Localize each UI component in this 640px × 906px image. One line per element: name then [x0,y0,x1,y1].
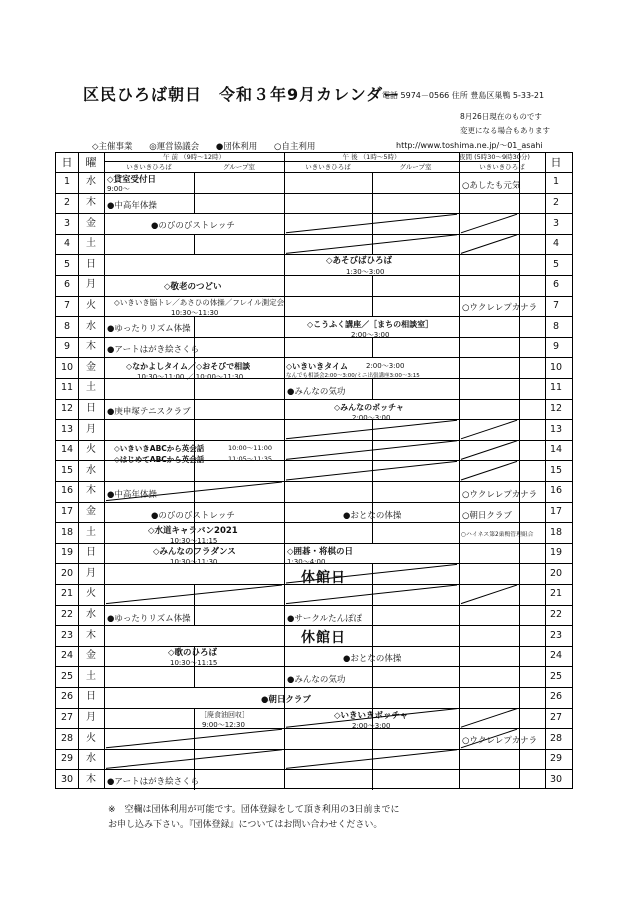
event-time: 2:00～3:00 [352,722,391,730]
event: ◇水道キャラバン2021 [148,526,238,536]
event: ◇みんなのボッチャ [334,403,404,412]
event: ◇いきいきABCから英会話 [114,444,205,453]
day-number-right: 17 [549,505,563,517]
weekday: 火 [86,444,96,456]
unavailable-slash [461,709,517,728]
weekday: 火 [86,588,96,600]
date-note: 8月26日現在のものです [460,112,542,121]
weekday: 土 [86,238,96,250]
day-number-right: 9 [552,341,560,353]
legend-group: ●団体利用 [215,142,258,152]
weekday: 月 [86,423,96,435]
day-number: 18 [60,526,74,538]
header-pm-room2: グループ室 [399,163,432,171]
day-number: 29 [60,753,74,765]
event: ●中高年体操 [107,490,157,500]
event-time: 9:00～ [107,185,130,193]
unavailable-slash [461,441,517,460]
event-time: 2:00～3:00 [351,331,390,339]
day-number-right: 13 [549,423,563,435]
day-number-right: 11 [549,382,563,394]
header-night-room1: いきいきひろば [479,163,525,171]
weekday: 火 [86,732,96,744]
unavailable-slash [461,214,517,233]
day-number: 23 [60,629,74,641]
day-number-right: 29 [549,753,563,765]
weekday: 日 [86,547,96,559]
event: ●ゆったりリズム体操 [107,614,191,624]
day-number-right: 16 [549,485,563,497]
event-time: 1:30～4:00 [287,558,326,566]
day-number: 22 [60,608,74,620]
event: ◇こうふく講座／［まちの相談室］ [307,320,434,329]
day-number-right: 20 [549,567,563,579]
day-number: 8 [63,320,71,332]
event: ●のびのびストレッチ [151,511,235,521]
unavailable-slash [286,420,457,439]
unavailable-slash [106,750,282,769]
weekday: 月 [86,279,96,291]
legend-sponsored: ◇主催事業 [92,142,133,152]
header-am-room1: いきいきひろば [126,163,172,171]
weekday: 水 [86,176,96,188]
legend-self: ○自主利用 [274,142,316,152]
weekday: 水 [86,608,96,620]
weekday: 金 [86,650,96,662]
event: ●サークルたんぽぽ [287,614,363,624]
event-time: 9:00～12:30 [202,721,245,729]
day-number: 3 [63,217,71,229]
event-night: ○ウクレレプカナラ [462,303,538,313]
day-number-right: 1 [552,176,560,188]
day-number: 14 [60,444,74,456]
event: ◇歌のひろば [168,648,218,658]
event: ◇敬老のつどい [164,282,222,292]
event: ◇はじめてABCから英会話 [114,455,205,464]
day-number: 1 [63,176,71,188]
unavailable-slot-marks [56,153,574,790]
closed-day-label: 休館日 [301,630,346,646]
event: ●おとなの体操 [343,511,402,521]
event: ●アートはがき絵さくら [107,777,200,787]
day-number: 30 [60,773,74,785]
unavailable-slash [286,461,457,480]
event-time: 11:05～11:35 [228,455,272,463]
weekday: 日 [86,691,96,703]
footer-line-2: お申し込み下さい。『団体登録』についてはお問い合わせください。 [108,820,383,830]
day-number: 2 [63,196,71,208]
unavailable-slash [286,235,457,254]
day-number: 10 [60,361,74,373]
event: ◇貸室受付日 [107,175,157,185]
change-note: 変更になる場合もあります [460,126,550,135]
day-number-right: 12 [549,402,563,414]
event: ●おとなの体操 [343,654,402,664]
event: ◇みんなのフラダンス [153,547,236,557]
event-night: ○ウクレレプカナラ [462,736,538,746]
website-url: http://www.toshima.ne.jp/～01_asahi [396,141,543,150]
event: ●庚申塚テニスクラブ [107,407,191,417]
day-number: 15 [60,464,74,476]
event: ●みんなの気功 [287,675,346,685]
day-number-right: 14 [549,444,563,456]
day-number: 11 [60,382,74,394]
footer-note [108,803,400,833]
event-night: ○あしたも元気 [462,181,521,191]
weekday: 木 [86,341,96,353]
page-title: 区民ひろば朝日 令和３年9月カレンダー [83,85,401,104]
unavailable-slash [461,235,517,254]
event: ●のびのびストレッチ [151,221,235,231]
unavailable-slash [286,214,457,233]
day-number: 16 [60,485,74,497]
day-number: 6 [63,279,71,291]
contact-info: 電話 5974－0566 住所 豊島区巣鴨 5-33-21 [382,91,545,100]
weekday: 日 [86,258,96,270]
event: ◇あそびばひろば [326,256,393,266]
weekday: 月 [86,567,96,579]
day-number-right: 22 [549,608,563,620]
day-number: 20 [60,567,74,579]
day-number: 21 [60,588,74,600]
event: ［廃食油回収］ [200,711,249,719]
day-number: 9 [63,341,71,353]
event-note: なんでも相談会2:00～3:00/ミニ出張講座3:00～3:15 [286,373,420,379]
day-number-right: 2 [552,196,560,208]
header-night: 夜間 (5時30～9時30分) [459,153,530,161]
weekday: 日 [86,402,96,414]
header-pm: 午 後 （1時～5時） [342,153,401,161]
unavailable-slash [286,750,457,769]
day-number: 4 [63,238,71,250]
legend-council: ◎運営協議会 [149,142,200,152]
event: ◇いきいきタイム [286,362,348,371]
weekday: 金 [86,217,96,229]
weekday: 木 [86,196,96,208]
weekday: 木 [86,485,96,497]
event: ◇いきいき脳トレ／あさひの体操／フレイル測定会 [114,298,285,307]
day-number-right: 7 [552,299,560,311]
weekday: 土 [86,670,96,682]
unavailable-slash [286,441,457,460]
event: ●ゆったりリズム体操 [107,324,191,334]
event: ●アートはがき絵さくら [107,345,200,355]
weekday: 水 [86,320,96,332]
header-day-right: 日 [550,156,562,169]
day-number: 19 [60,547,74,559]
event: ◇なかよしタイム／◇おそびで相談 [126,362,251,371]
header-pm-room1: いきいきひろば [305,163,351,171]
weekday: 金 [86,361,96,373]
day-number-right: 24 [549,650,563,662]
day-number-right: 18 [549,526,563,538]
day-number-right: 25 [549,670,563,682]
weekday: 月 [86,711,96,723]
event: ●中高年体操 [107,201,157,211]
day-number-right: 8 [552,320,560,332]
event-time: 10:00～11:00 [228,444,272,452]
header-am-room2: グループ室 [223,163,255,171]
weekday: 木 [86,773,96,785]
weekday: 木 [86,629,96,641]
day-number-right: 19 [549,547,563,559]
event-time: 1:30～3:00 [346,268,385,276]
day-number-right: 4 [552,238,560,250]
unavailable-slash [106,585,282,604]
weekday: 火 [86,299,96,311]
day-number-right: 23 [549,629,563,641]
weekday: 水 [86,464,96,476]
header-day: 日 [61,156,73,169]
day-number: 24 [60,650,74,662]
event-time: 10:30～11:30 [171,309,219,317]
day-number: 17 [60,505,74,517]
event-time: 10:30～11:15 [170,659,218,667]
event-time: 2:00～3:00 [366,362,405,370]
legend [92,140,329,152]
day-number: 28 [60,732,74,744]
day-number: 27 [60,711,74,723]
event: ◇囲碁・将棋の日 [287,547,354,557]
event: ◇いきいきボッチャ [334,711,409,721]
day-number: 7 [63,299,71,311]
header-weekday: 曜 [85,156,97,169]
weekday: 土 [86,526,96,538]
day-number: 5 [63,258,71,270]
day-number-right: 26 [549,691,563,703]
unavailable-slash [461,420,517,439]
day-number: 13 [60,423,74,435]
day-number: 25 [60,670,74,682]
day-number-right: 15 [549,464,563,476]
day-number-right: 5 [552,258,560,270]
calendar-table [55,152,573,789]
day-number: 26 [60,691,74,703]
day-number-right: 30 [549,773,563,785]
weekday: 土 [86,382,96,394]
unavailable-slash [461,585,517,604]
event: ●みんなの気功 [287,387,346,397]
event-time: 2:00～3:00 [352,414,391,422]
weekday: 水 [86,753,96,765]
event-time: 10:30～11:30 [170,558,218,566]
footer-line-1: ※ 空欄は団体利用が可能です。団体登録をして頂き利用の3日前までに [108,805,400,815]
event-time: 10:30～11:00 ／ 10:00～11:30 [137,373,244,381]
event-night: ○朝日クラブ [462,511,512,521]
event-time: 10:30～11:15 [170,537,218,545]
day-number-right: 28 [549,732,563,744]
unavailable-slash [286,585,457,604]
event-night: ○ハイネス第2巣鴨管理組合 [461,532,534,538]
day-number-right: 6 [552,279,560,291]
day-number: 12 [60,402,74,414]
day-number-right: 27 [549,711,563,723]
closed-day-label: 休館日 [301,570,346,586]
event-night: ○ウクレレプカナラ [462,490,538,500]
event: ●朝日クラブ [261,695,311,705]
unavailable-slash [106,729,282,748]
day-number-right: 3 [552,217,560,229]
day-number-right: 10 [549,361,563,373]
weekday: 金 [86,505,96,517]
header-am: 午 前 （9時～12時） [162,153,226,161]
day-number-right: 21 [549,588,563,600]
unavailable-slash [461,461,517,480]
